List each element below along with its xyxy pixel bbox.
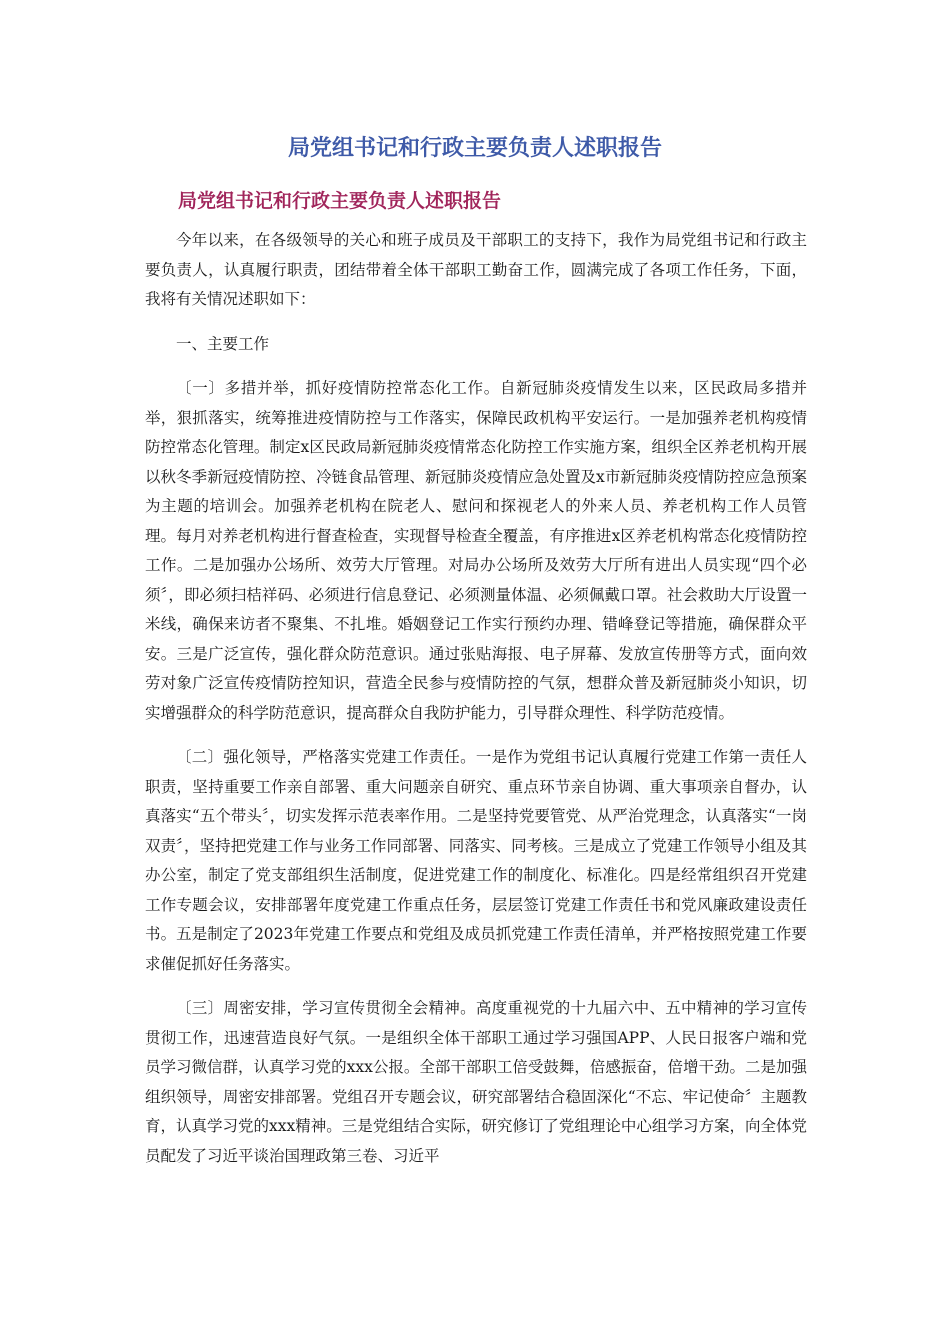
paragraph-plenary-study: 〔三〕周密安排，学习宣传贯彻全会精神。高度重视党的十九届六中、五中精神的学习宣传贯彻工作，迅速营造良好气氛。一是组织全体干部职工通过学习强国APP、人民日报客户端和党员学习微信群，认真学习党的xxx公报。全部干部职工倍受鼓舞，倍感振奋，倍增干劲。二是加强组织领导，周密安排部署。党组召开专题会议，研究部署结合稳固深化“不忘、牢记使命〞主题教育，认真学习党的xxx精神。三是党组结合实际，研究修订了党组理论中心组学习方案，向全体党员配发了习近平谈治国理政第三卷、习近平 — [145, 999, 807, 1165]
document-subtitle: 局党组书记和行政主要负责人述职报告 — [178, 190, 502, 212]
paragraph-party-building: 〔二〕强化领导，严格落实党建工作责任。一是作为党组书记认真履行党建工作第一责任人职责，坚持重要工作亲自部署、重大问题亲自研究、重点环节亲自协调、重大事项亲自督办，认真落实“五个带头〞，切实发挥示范表率作用。二是坚持党要管党、从严治党理念，认真落实“一岗双责〞，坚持把党建工作与业务工作同部署、同落实、同考核。三是成立了党建工作领导小组及其办公室，制定了党支部组织生活制度，促进党建工作的制度化、标准化。四是经常组织召开党建工作专题会议，安排部署年度党建工作重点任务，层层签订党建工作责任书和党风廉政建设责任书。五是制定了2023年党建工作要点和党组及成员抓党建工作责任清单，并严格按照党建工作要求催促抓好任务落实。 — [145, 748, 807, 973]
document-body — [145, 226, 807, 1186]
paragraph-epidemic-prevention: 〔一〕多措并举，抓好疫情防控常态化工作。自新冠肺炎疫情发生以来，区民政局多措并举，狠抓落实，统筹推进疫情防控与工作落实，保障民政机构平安运行。一是加强养老机构疫情防控常态化管理。制定x区民政局新冠肺炎疫情常态化防控工作实施方案，组织全区养老机构开展以秋冬季新冠疫情防控、冷链食品管理、新冠肺炎疫情应急处置及x市新冠肺炎疫情防控应急预案为主题的培训会。加强养老机构在院老人、慰问和探视老人的外来人员、养老机构工作人员管理。每月对养老机构进行督查检查，实现督导检查全覆盖，有序推进x区养老机构常态化疫情防控工作。二是加强办公场所、效劳大厅管理。对局办公场所及效劳大厅所有进出人员实现“四个必须〞，即必须扫桔祥码、必须进行信息登记、必须测量体温、必须佩戴口罩。社会救助大厅设置一米线，确保来访者不聚集、不扎堆。婚姻登记工作实行预约办理、错峰登记等措施，确保群众平安。三是广泛宣传，强化群众防范意识。通过张贴海报、电子屏幕、发放宣传册等方式，面向效劳对象广泛宣传疫情防控知识，营造全民参与疫情防控的气氛，想群众普及新冠肺炎小知识，切实增强群众的科学防范意识，提高群众自我防护能力，引导群众理性、科学防范疫情。 — [145, 379, 807, 722]
section-heading-main-work: 一、主要工作 — [176, 334, 270, 353]
document-title: 局党组书记和行政主要负责人述职报告 — [287, 136, 662, 161]
intro-paragraph: 今年以来，在各级领导的关心和班子成员及干部职工的支持下，我作为局党组书记和行政主要负责人，认真履行职责，团结带着全体干部职工勤奋工作，圆满完成了各项工作任务，下面，我将有关情况述职如下： — [145, 231, 807, 308]
